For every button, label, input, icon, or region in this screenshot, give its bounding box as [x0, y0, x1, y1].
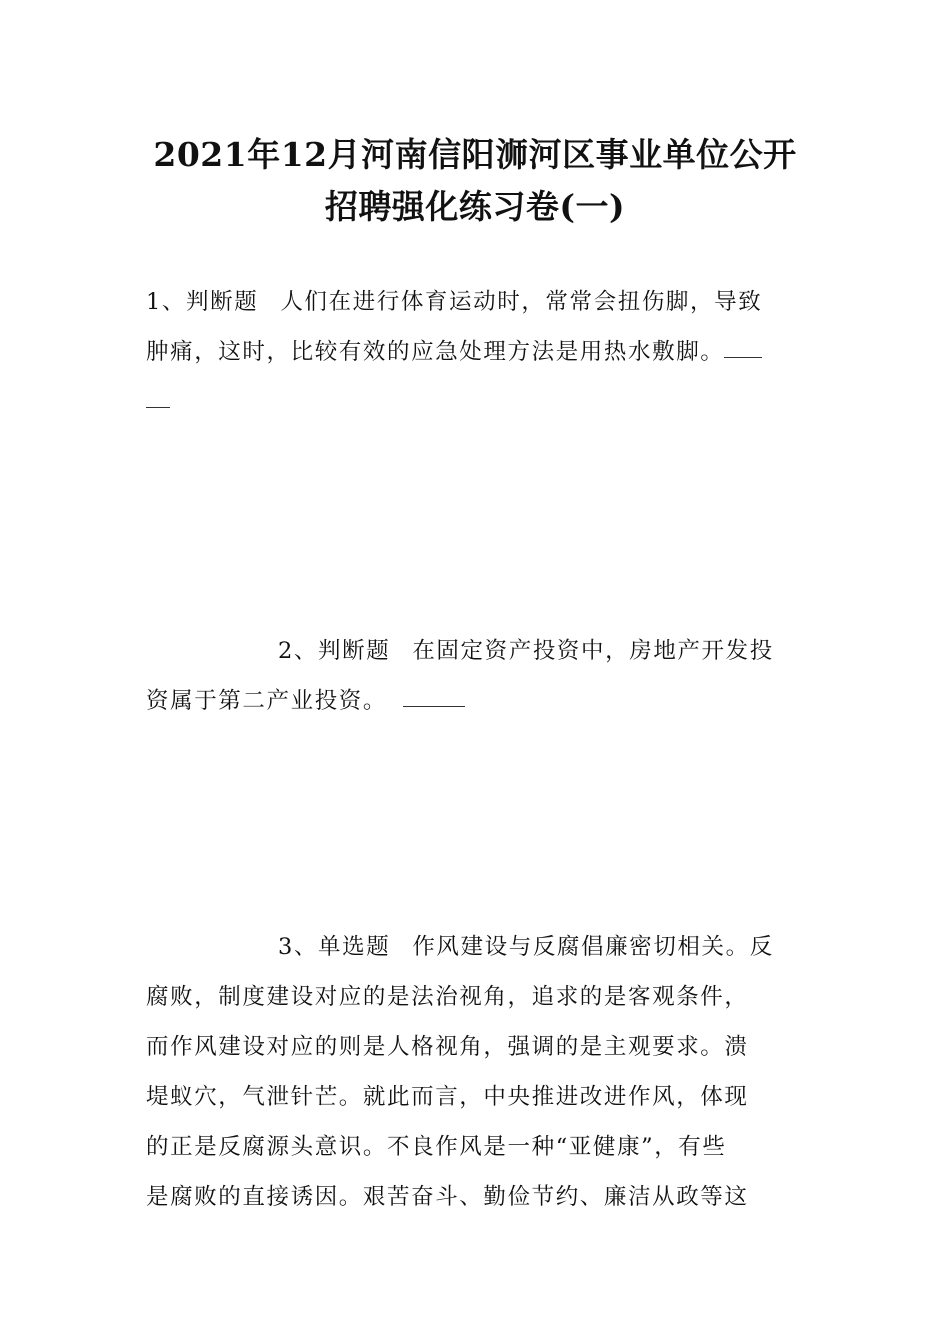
question-1-number: 1、判断题	[146, 289, 259, 315]
document-title-line-1: 2021年12月河南信阳浉河区事业单位公开	[153, 135, 797, 174]
question-3-line-5: 的正是反腐源头意识。不良作风是一种“亚健康”，有些	[146, 1134, 727, 1160]
document-title-line-2: 招聘强化练习卷(一)	[324, 187, 626, 226]
question-1-answer-blank-cont	[146, 377, 170, 408]
question-3-number: 3、单选题	[278, 934, 391, 960]
question-2-answer-blank	[403, 676, 465, 707]
question-2-line-1	[146, 626, 808, 676]
question-2-text-1: 在固定资产投资中，房地产开发投	[412, 638, 774, 664]
question-3-line-4: 堤蚁穴，气泄针芒。就此而言，中央推进改进作风，体现	[146, 1084, 749, 1110]
question-1-line-1	[146, 277, 808, 327]
question-2-text-2: 资属于第二产业投资。	[146, 688, 388, 714]
question-3	[146, 922, 808, 1222]
question-3-line-1	[146, 922, 808, 972]
question-1-text-2: 肿痛，这时，比较有效的应急处理方法是用热水敷脚。	[146, 339, 725, 365]
question-1	[146, 277, 808, 427]
question-1-answer-blank	[724, 327, 762, 358]
question-3-line-3: 而作风建设对应的则是人格视角，强调的是主观要求。溃	[146, 1034, 749, 1060]
question-3-text-1: 作风建设与反腐倡廉密切相关。反	[412, 934, 774, 960]
question-1-text-1: 人们在进行体育运动时，常常会扭伤脚，导致	[280, 289, 763, 315]
question-3-line-6: 是腐败的直接诱因。艰苦奋斗、勤俭节约、廉洁从政等这	[146, 1184, 749, 1210]
question-3-line-2: 腐败，制度建设对应的是法治视角，追求的是客观条件，	[146, 984, 749, 1010]
question-1-line-2	[146, 327, 808, 377]
question-2-number: 2、判断题	[278, 638, 391, 664]
question-1-line-3	[146, 377, 808, 427]
question-2-line-2	[146, 676, 808, 726]
question-2	[146, 626, 808, 726]
